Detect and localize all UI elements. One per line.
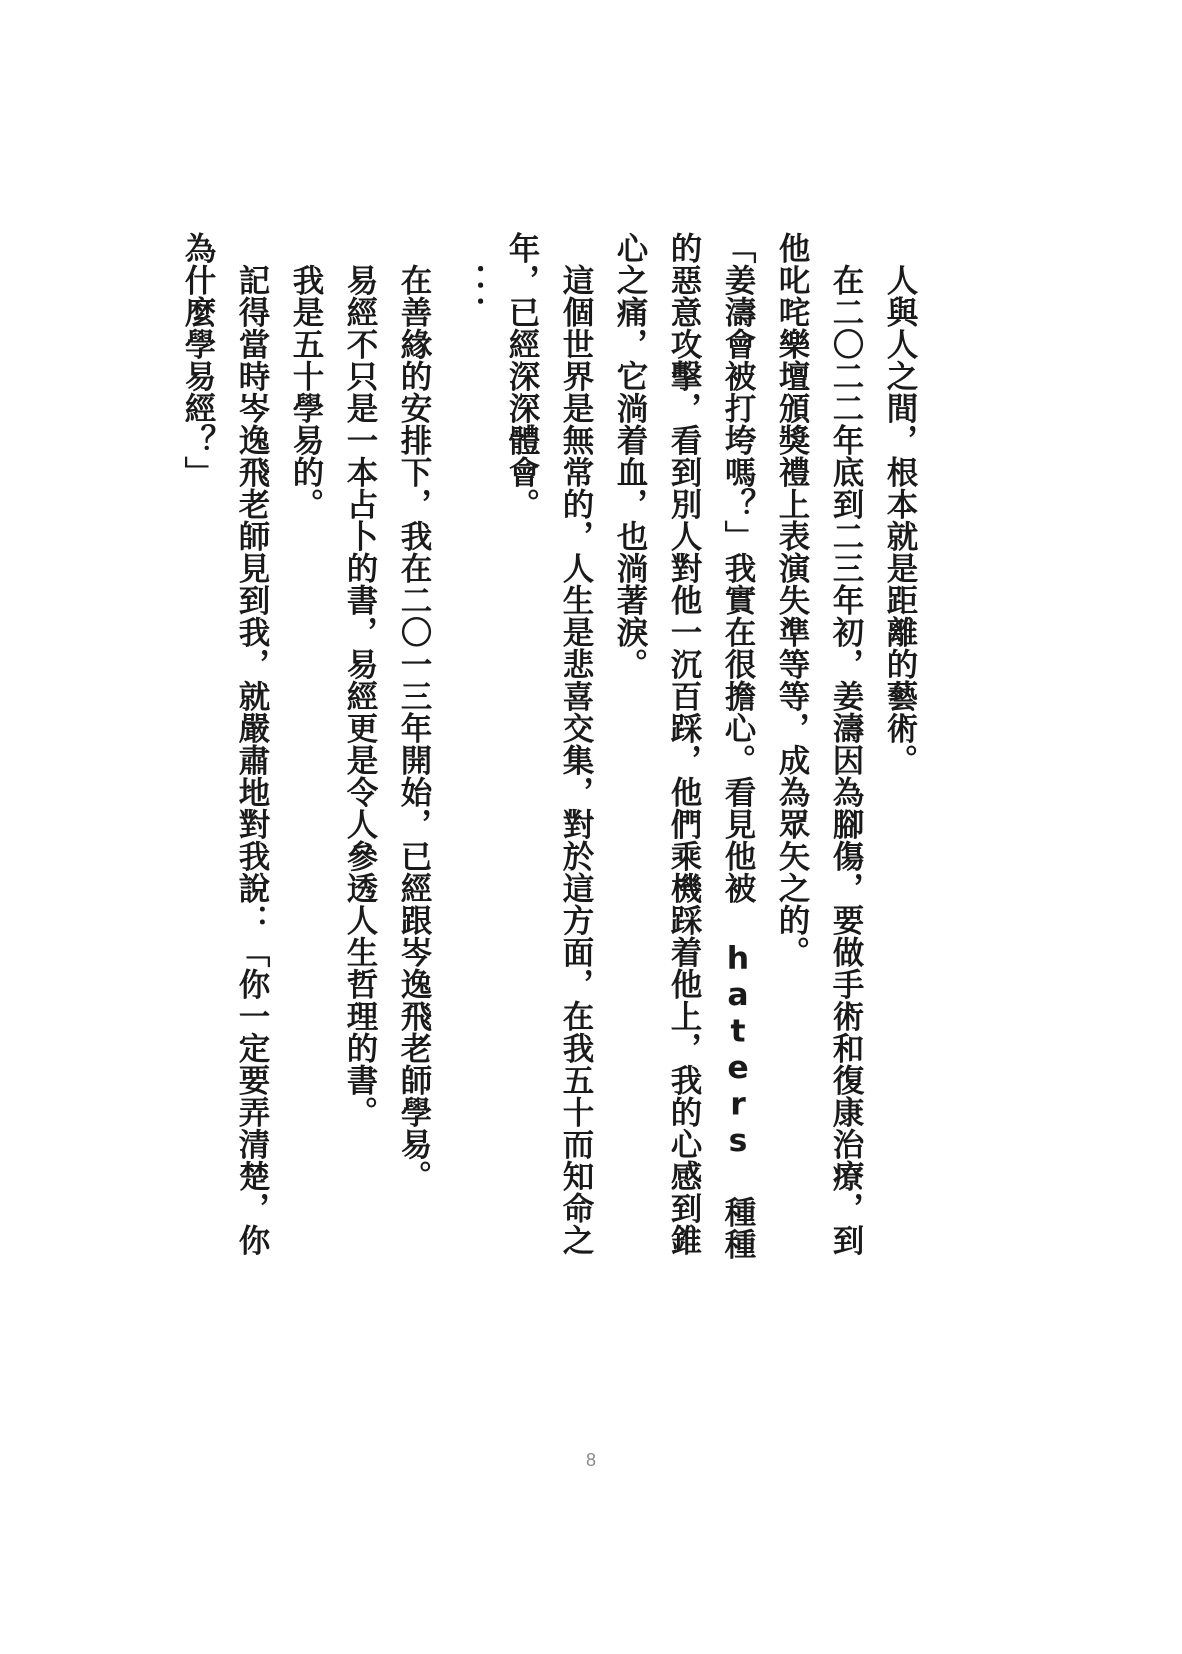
page-number: 8 (585, 1450, 596, 1470)
paragraph-8: 記得當時岑逸飛老師見到我，就嚴肅地對我說：「你一定要弄清楚，你為什麼學易經？」 (180, 232, 270, 1256)
paragraph-4: 這個世界是無常的，人生是悲喜交集，對於這方面，在我五十而知命之年，已經深深體會。 (504, 232, 594, 1256)
paragraph-6: 易經不只是一本占卜的書，易經更是令人參透人生哲理的書。 (342, 263, 378, 1128)
paragraph-2: 在二〇二二年底到二三年初，姜濤因為腳傷，要做手術和復康治療，到他叱咤樂壇頒獎禮上表演失準等等，成為眾矢之的。 (774, 232, 864, 1256)
paragraph-7: 我是五十學易的。 (288, 263, 324, 520)
paragraph-5: 在善緣的安排下，我在二〇一三年開始，已經跟岑逸飛老師學易。 (396, 263, 432, 1192)
section-break-dots: ．．． (450, 263, 486, 328)
paragraph-1: 人與人之間，根本就是距離的藝術。 (882, 263, 918, 776)
paragraph-3: 「姜濤會被打垮嗎？」我實在很擔心。看見他被 haters 種種的惡意攻擊，看到別人對他一沉百踩，他們乘機踩着他上，我的心感到錐心之痛，它淌着血，也淌著淚。 (612, 232, 756, 1260)
vertical-text-body (171, 232, 927, 1272)
